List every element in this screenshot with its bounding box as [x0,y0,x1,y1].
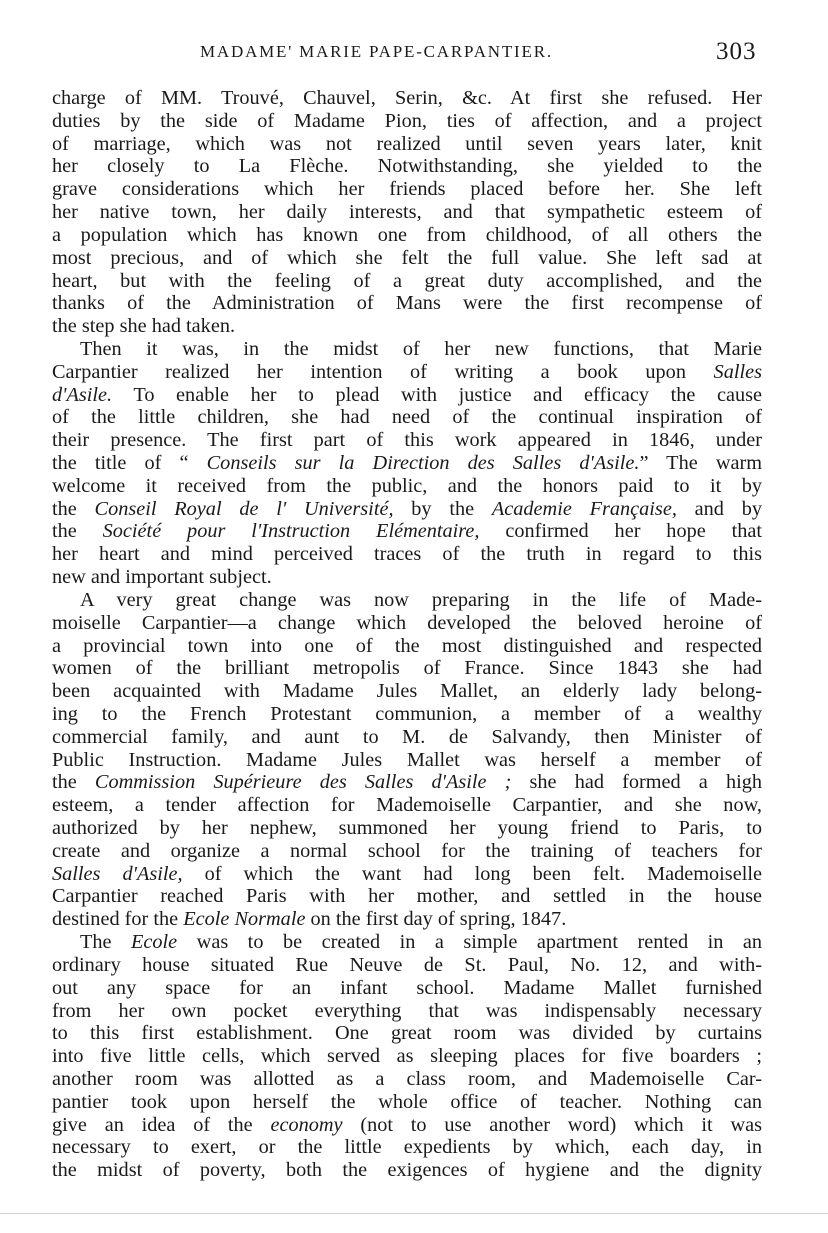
text-span: The [80,931,132,954]
text-line: to this first establishment. One great room was divided by curtains [52,1022,762,1045]
text-span: was to be created in a simple apartment rented in an [177,931,762,954]
text-span: and by [676,497,762,520]
text-span: (not to use another word) which it was [342,1113,762,1136]
text-line: ing to the French Protestant communion, a member of a wealthy [52,702,762,725]
text-line: Then it was, in the midst of her new functions, that Marie [80,337,762,360]
text-line: new and important subject. [52,566,272,589]
text-span: she had formed a high [511,771,762,794]
text-line: esteem, a tender affection for Mademoiselle Carpantier, and she now, [52,794,762,817]
text-line [52,520,762,543]
text-line: women of the brilliant metropolis of France. Since 1843 she had [52,657,762,680]
italic-span: Commission Supérieure des Salles d'Asile ; [94,771,512,794]
text-line: ordinary house situated Rue Neuve de St. Paul, No. 12, and with- [52,953,762,976]
text-line: pantier took upon herself the whole office of teacher. Nothing can [52,1090,762,1113]
text-span: of which the want had long been felt. Mademoiselle [182,862,762,885]
italic-span: Société pour l'Instruction Elémentaire, [102,520,480,543]
text-line [52,452,762,475]
text-line [52,863,762,886]
body-text [52,87,762,1182]
text-line: thanks of the Administration of Mans were the first recompense of [52,292,762,315]
text-line [52,361,762,384]
italic-span: Salles [713,360,762,383]
text-line: of the little children, she had need of the continual inspiration of [52,406,762,429]
text-span: the [52,771,95,794]
text-span: destined for the [52,908,184,931]
text-line: the step she had taken. [52,315,236,338]
text-span: give an idea of the [52,1113,271,1136]
text-span: the title of “ [52,452,207,474]
text-line: grave considerations which her friends placed before her. She left [52,178,762,201]
text-line: A very great change was now preparing in the life of Made- [80,588,762,611]
text-span: Carpantier realized her intention of writing a book upon [52,360,714,383]
text-line: a provincial town into one of the most distinguished and respected [52,634,762,657]
running-head: MADAME' MARIE PAPE-CARPANTIER. [200,42,553,61]
text-line: authorized by her nephew, summoned her young friend to Paris, to [52,817,762,839]
italic-span: Academie Française, [491,497,677,520]
text-line: heart, but with the feeling of a great duty accomplished, and the [52,269,762,292]
text-line: her native town, her daily interests, and that sympathetic esteem of [52,201,762,224]
text-line: create and organize a normal school for the training of teachers for [52,839,762,862]
text-line: most precious, and of which she felt the full value. She left sad at [52,246,762,269]
text-line: her heart and mind perceived traces of the truth in regard to this [52,543,762,566]
page-number: 303 [716,38,757,65]
italic-span: Ecole Normale [183,908,306,931]
text-line [52,384,762,407]
italic-span: d'Asile. [52,383,113,406]
text-line: welcome it received from the public, and the honors paid to it by [52,474,762,497]
text-span: To enable her to plead with justice and efficacy the cause [112,383,762,406]
text-line: of marriage, which was not realized until seven years later, knit [52,132,762,155]
text-line: been acquainted with Madame Jules Mallet, an elderly lady belong- [52,680,762,703]
text-line: commercial family, and aunt to M. de Salvandy, then Minister of [52,725,762,748]
text-line: Carpantier reached Paris with her mother, and settled in the house [52,885,762,908]
text-line: into five little cells, which served as sleeping places for five boarders ; [52,1045,762,1068]
text-line: the midst of poverty, both the exigences of hygiene and the dignity [52,1159,762,1182]
text-line: necessary to exert, or the little expedients by which, each day, in [52,1136,762,1159]
page-header [0,38,828,68]
italic-span: Conseil Royal de l' Université, [94,497,394,520]
bottom-rule [0,1213,828,1214]
text-line: out any space for an infant school. Madame Mallet furnished [52,976,762,999]
text-line: duties by the side of Madame Pion, ties of affection, and a project [52,109,762,132]
italic-span: Conseils sur la Direction des Salles d'Asile. [206,452,640,474]
italic-span: Salles d'Asile, [52,862,183,885]
text-span: the [52,497,95,520]
text-line [52,908,762,931]
italic-span: Ecole [131,931,178,954]
text-line: Public Instruction. Madame Jules Mallet was herself a member of [52,748,762,771]
text-line: charge of MM. Trouvé, Chauvel, Serin, &c. At first she refused. Her [52,87,762,109]
text-span: the [52,520,103,543]
text-line [52,931,762,954]
text-line [52,1114,762,1137]
text-line: moiselle Carpantier—a change which developed the beloved heroine of [52,611,762,634]
text-line: their presence. The first part of this work appeared in 1846, under [52,429,762,452]
text-line: from her own pocket everything that was indispensably necessary [52,999,762,1022]
text-span: confirmed her hope that [479,520,762,543]
italic-span: economy [270,1113,343,1136]
text-line [52,498,762,521]
text-span: ” The warm [639,452,762,474]
text-line: her closely to La Flèche. Notwithstanding, she yielded to the [52,155,762,178]
text-line [52,771,762,794]
text-line: a population which has known one from childhood, of all others the [52,223,762,246]
text-span: by the [393,497,492,520]
text-line: another room was allotted as a class room, and Mademoiselle Car- [52,1067,762,1090]
text-span: on the first day of spring, 1847. [305,908,567,931]
